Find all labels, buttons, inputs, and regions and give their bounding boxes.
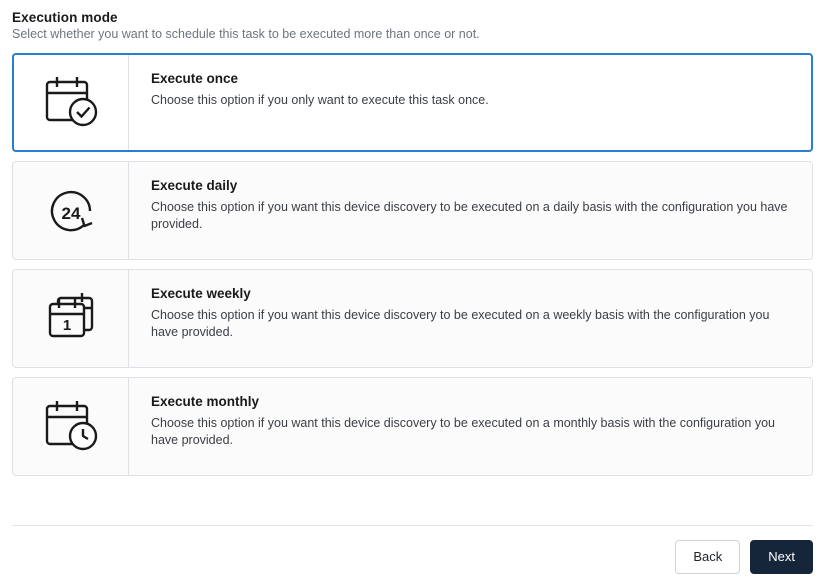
- option-execute-monthly[interactable]: [12, 377, 813, 476]
- option-text-execute-daily: [129, 162, 812, 259]
- execution-mode-options: [12, 53, 813, 476]
- option-description: Choose this option if you only want to execute this task once.: [151, 93, 489, 107]
- next-button[interactable]: Next: [750, 540, 813, 574]
- page-title: Execution mode: [12, 10, 118, 25]
- calendar-week-icon-cell: [13, 270, 129, 367]
- back-button[interactable]: Back: [675, 540, 740, 574]
- option-text-execute-once: [129, 55, 505, 150]
- option-title: Execute once: [151, 71, 239, 86]
- svg-text:1: 1: [62, 316, 71, 334]
- calendar-clock-icon: [38, 394, 104, 460]
- svg-text:24: 24: [61, 203, 80, 223]
- option-title: Execute weekly: [151, 286, 251, 301]
- option-text-execute-monthly: [129, 378, 812, 475]
- option-title: Execute monthly: [151, 394, 260, 409]
- option-execute-daily[interactable]: [12, 161, 813, 260]
- option-description: Choose this option if you want this device discovery to be executed on a daily basis with the configuration you have provided.: [151, 200, 788, 231]
- option-description: Choose this option if you want this device discovery to be executed on a weekly basis with the configuration you have provided.: [151, 308, 770, 339]
- option-execute-weekly[interactable]: [12, 269, 813, 368]
- option-text-execute-weekly: [129, 270, 812, 367]
- clock-24-hours-icon: [38, 178, 104, 244]
- clock-24-hours-icon-cell: [13, 162, 129, 259]
- calendar-check-icon-cell: [14, 55, 129, 150]
- calendar-week-icon: [38, 286, 104, 352]
- page-subtitle: Select whether you want to schedule this task to be executed more than once or not.: [12, 27, 480, 41]
- option-execute-once[interactable]: [12, 53, 813, 152]
- wizard-footer: [12, 525, 813, 574]
- calendar-check-icon: [38, 70, 104, 136]
- option-description: Choose this option if you want this device discovery to be executed on a monthly basis with the configuration you have provided.: [151, 416, 775, 447]
- calendar-clock-icon-cell: [13, 378, 129, 475]
- option-title: Execute daily: [151, 178, 238, 193]
